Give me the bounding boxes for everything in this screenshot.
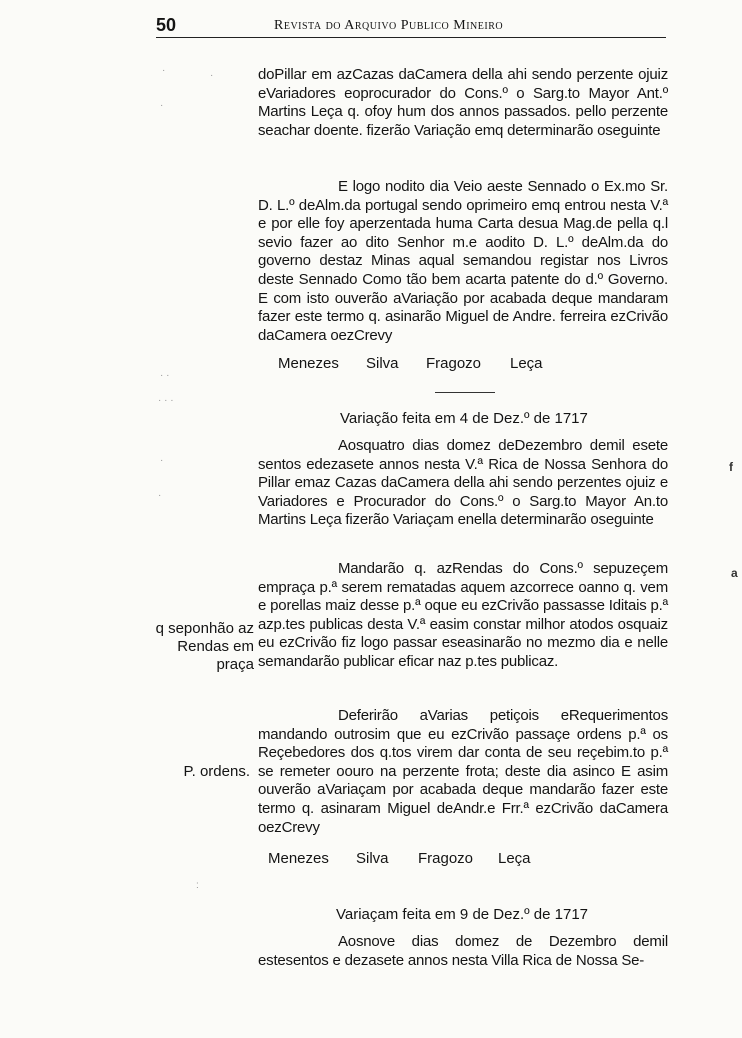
paragraph-1 <box>258 66 668 140</box>
scan-speck: · <box>210 70 214 81</box>
page-header <box>156 15 666 41</box>
signatures-1 <box>278 355 578 375</box>
edge-mark: f <box>729 460 733 474</box>
paragraph-4 <box>258 560 668 672</box>
signature-fragozo: Fragozo <box>418 850 474 867</box>
running-title: Revista do Arquivo Publico Mineiro <box>274 18 504 33</box>
scan-speck: : <box>196 880 199 891</box>
scan-speck: · <box>160 100 164 111</box>
header-rule <box>156 37 666 38</box>
edge-mark: a <box>731 566 738 580</box>
paragraph-6 <box>258 933 668 970</box>
scan-speck: · <box>162 65 166 76</box>
signature-silva: Silva <box>356 850 389 867</box>
paragraph-6-text: Aosnove dias domez de Dezembro demil estesentos e dezasete annos nesta Villa Rica de Nossa Se- <box>258 933 668 969</box>
paragraph-5 <box>258 707 668 837</box>
signature-leca: Leça <box>510 355 543 372</box>
margin-note-rendas <box>130 620 254 674</box>
paragraph-3 <box>258 437 668 530</box>
margin-note-line: q seponhão az <box>155 620 254 637</box>
paragraph-2-text: E logo nodito dia Veio aeste Sennado o Ex.mo Sr. D. L.º deAlm.da portugal sendo oprimeiro emq entrou nesta V.ª e por elle foy aperzentada huma Carta desua Mag.de pella q.l sevio fazer ao dito Senhor m.e aodito D. L.º deAlm.da do governo destaz Minas aqual semandou registar nos Livros deste Sennado Como tão bem acarta patente do d.º Governo. E com isto ouverão aVariação por acabada deque mandaram fazer este termo q. asinarão Miguel de Andre. ferreira ezCrivão daCamera oezCrevy <box>258 178 668 344</box>
paragraph-4-text: Mandarão q. azRendas do Cons.º sepuzeçem empraça p.ª serem rematadas aquem azcorrece oanno q. vem e porellas maiz desse p.ª oque eu ezCrivão passasse Iditais p.ª azp.tes publicas desta V.ª easim constar milhor atodos osquaiz eu ezCrivão fiz logo passar eseasinarão no mezmo dia e nelle semandarão publicar eficar naz p.tes publicaz. <box>258 560 668 670</box>
paragraph-2 <box>258 178 668 345</box>
paragraph-5-text: Deferirão aVarias petiçois eRequerimentos mandando outrosim que eu ezCrivão passaçe ordens p.ª os Reçebedores dos q.tos virem dar conta de seu reçebim.to p.ª se remeter oouro na perzente frota; deste dia asinco E asim ouverão aVariaçam por acabada deque mandarão fazer este termo q. asinaram Miguel deAndr.e Frr.ª ezCrivão daCamera oezCrevy <box>258 707 668 836</box>
signature-fragozo: Fragozo <box>426 355 482 372</box>
margin-note-line: praça <box>216 656 254 673</box>
scan-speck: · <box>158 490 162 501</box>
paragraph-1-text: doPillar em azCazas daCamera della ahi sendo perzente ojuiz eVariadores eoprocurador do Cons.º o Sarg.to Mayor Ant.º Martins Leça q. ofoy hum dos annos passados. pello perzente seachar doente. fizerão Variação emq determinarão oseguinte <box>258 66 668 139</box>
page-number: 50 <box>156 15 177 35</box>
signature-silva: Silva <box>366 355 399 372</box>
paragraph-3-text: Aosquatro dias domez deDezembro demil esete sentos edezasete annos nesta V.ª Rica de Nossa Senhora do Pillar emaz Cazas daCamera della ahi sendo perzentes ojuiz e Variadores e Procurador do Cons.º o Sarg.to Mayor An.to Martins Leça fizerão Variaçam enella determinarão oseguinte <box>258 437 668 529</box>
margin-note-line: Rendas em <box>177 638 254 655</box>
section-title-dec-4: Variação feita em 4 de Dez.º de 1717 <box>340 410 588 427</box>
scan-speck: · · <box>160 370 170 381</box>
separator-1 <box>435 392 495 393</box>
signature-menezes: Menezes <box>278 355 339 372</box>
signatures-2 <box>268 850 568 870</box>
scan-speck: · <box>160 455 164 466</box>
signature-menezes: Menezes <box>268 850 329 867</box>
scan-speck: · · · <box>158 395 174 406</box>
signature-leca: Leça <box>498 850 531 867</box>
margin-note-ordens: P. ordens. <box>183 763 250 780</box>
section-title-dec-9: Variaçam feita em 9 de Dez.º de 1717 <box>336 906 589 923</box>
